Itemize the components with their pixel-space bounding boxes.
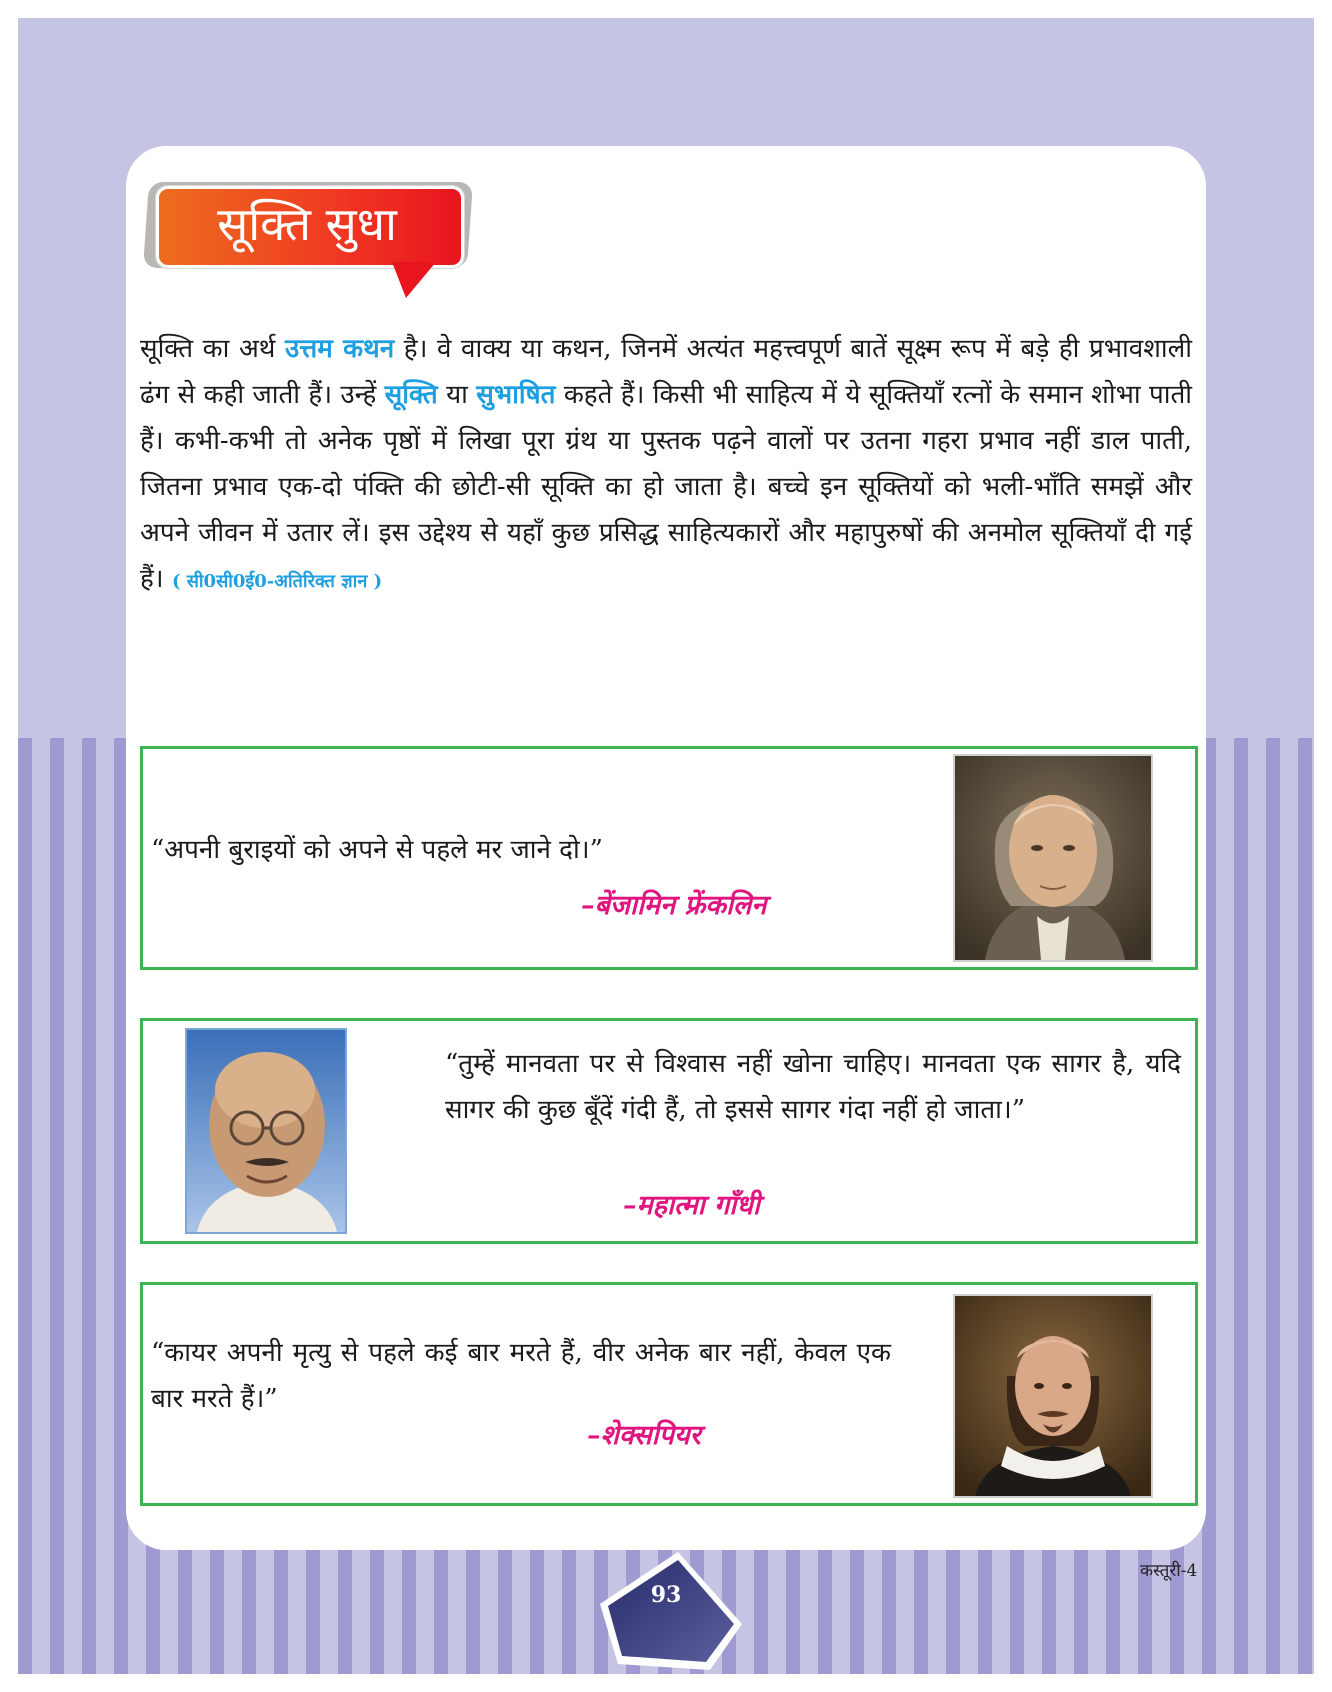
- quote-text: “तुम्हें मानवता पर से विश्वास नहीं खोना चाहिए। मानवता एक सागर है, यदि सागर की कुछ बूँदें गंदी हैं, तो इससे सागर गंदा नहीं हो जाता।”: [445, 1049, 1181, 1125]
- quote-author: –बेंजामिन फ्रेंकलिन: [581, 890, 767, 921]
- page-number: 93: [650, 1582, 682, 1608]
- quote-text: “अपनी बुराइयों को अपने से पहले मर जाने दो।”: [151, 835, 603, 865]
- quote-box-franklin: [140, 746, 1198, 970]
- gandhi-portrait: [185, 1028, 347, 1234]
- book-name: कस्तूरी-4: [1140, 1561, 1198, 1581]
- intro-text: है। वे वाक्य या कथन, जिनमें अत्यंत महत्त्वपूर्ण बातें सूक्ष्म रूप में बड़े ही प्रभावशाली ढंग से कही जाती हैं। उन्हें: [140, 334, 1193, 410]
- intro-text: या: [437, 380, 477, 410]
- quote-box-shakespeare: [140, 1282, 1198, 1506]
- intro-text: कहते हैं। किसी भी साहित्य में ये सूक्तियाँ रत्नों के समान शोभा पाती हैं। कभी-कभी तो अनेक पृष्ठों में लिखा पूरा ग्रंथ या पुस्तक पढ़ने वालों पर उतना गहरा प्रभाव नहीं डाल पाती, जितना प्रभाव एक-दो पंक्ति की छोटी-सी सूक्ति का हो जाता है। बच्चे इन सूक्तियों को भली-भाँति समझें और अपने जीवन में उतार लें। इस उद्देश्य से यहाँ कुछ प्रसिद्ध साहित्यकारों और महापुरुषों की अनमोल सूक्तियाँ दी गई हैं।: [140, 380, 1193, 594]
- intro-highlight: सूक्ति: [384, 380, 438, 410]
- intro-note: ( सी0सी0ई0-अतिरिक्त ज्ञान ): [171, 571, 383, 592]
- franklin-portrait: [953, 754, 1153, 962]
- quote-text: “कायर अपनी मृत्यु से पहले कई बार मरते हैं, वीर अनेक बार नहीं, केवल एक बार मरते हैं।”: [151, 1338, 891, 1414]
- intro-paragraph: [140, 326, 1192, 605]
- intro-highlight: सुभाषित: [476, 380, 556, 410]
- intro-text: सूक्ति का अर्थ: [140, 334, 286, 364]
- quote-author: –महात्मा गाँधी: [623, 1190, 760, 1221]
- quote-author: –शेक्सपियर: [587, 1420, 701, 1451]
- page-number-badge: [600, 1552, 750, 1672]
- shakespeare-portrait: [953, 1294, 1153, 1498]
- page-title: सूक्ति सुधा: [217, 197, 397, 251]
- intro-highlight: उत्तम कथन: [285, 334, 395, 364]
- quote-box-gandhi: [140, 1018, 1198, 1244]
- title-banner-tail: [392, 262, 436, 298]
